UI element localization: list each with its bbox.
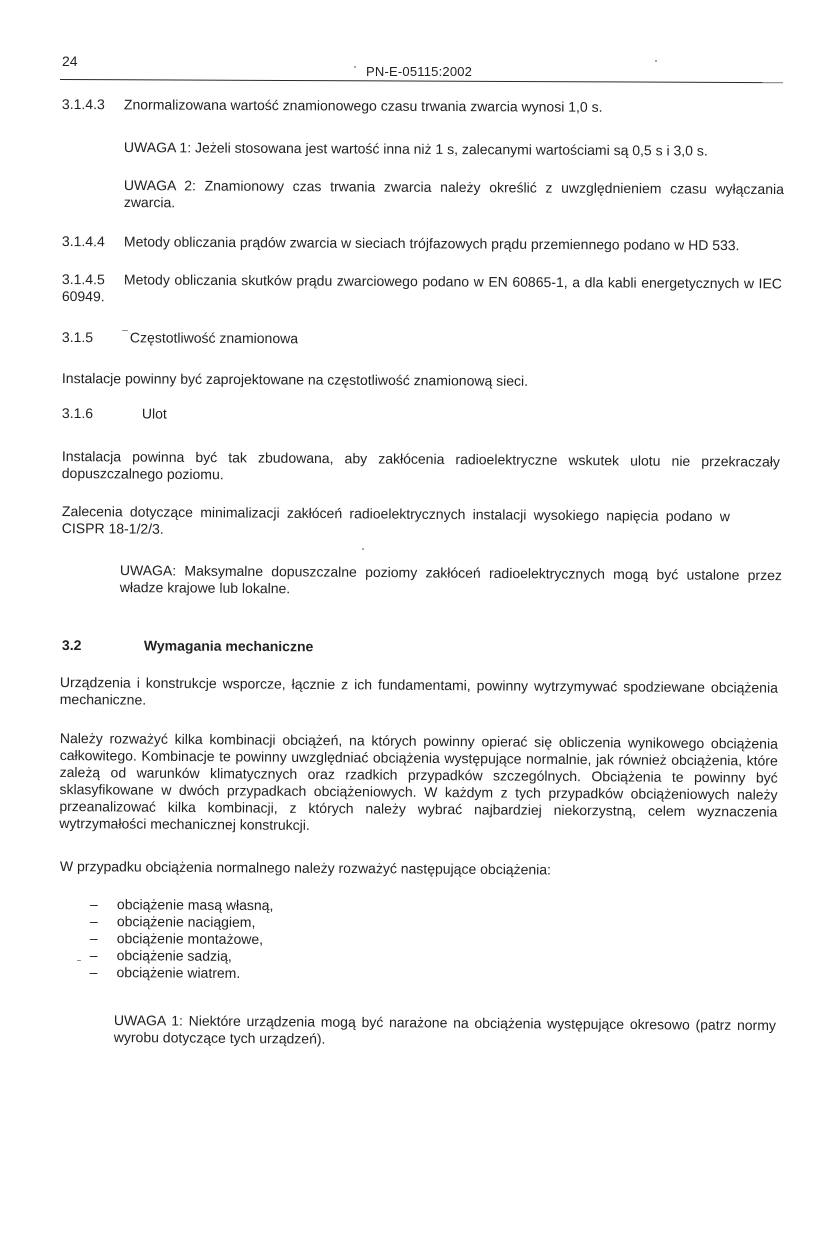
list-item-text: obciążenie sadzią, [116, 947, 232, 964]
list-item-text: obciążenie naciągiem, [116, 913, 256, 931]
clause-text: Metody obliczania skutków prądu zwarciowego podano w EN 60865-1, a dla kabli energetycznych w IEC 60949. [61, 271, 782, 305]
note-text: UWAGA 1: Jeżeli stosowana jest wartość inna niż 1 s, zalecanymi wartościami są 0,5 s i 3,0 s. [123, 139, 708, 159]
note-1 [124, 139, 764, 160]
paragraph-text: Zalecenia dotyczące minimalizacji zakłóceń radioelektrycznych instalacji wysokiego napięcia podano w CISPR 18-1/2/3. [61, 503, 730, 537]
paragraph-load-combinations [59, 730, 778, 838]
list-item [90, 947, 390, 966]
list-item [90, 913, 390, 932]
paragraph-corona [62, 448, 780, 488]
scan-speck [77, 960, 81, 961]
list-dash: – [89, 896, 98, 913]
load-list [89, 896, 390, 983]
header-rule [60, 79, 783, 83]
clause-3-1-6 [62, 405, 362, 424]
clause-number: 3.1.4.4 [61, 233, 105, 250]
section-title: Wymagania mechaniczne [143, 637, 314, 655]
list-dash: – [89, 946, 98, 964]
scan-speck [362, 548, 364, 550]
paragraph-text: Należy rozważyć kilka kombinacji obciążeń, na których powinny opierać się obliczenia wynikowego obciążenia całkowitego. Kombinacje te powinny uwzględniać obciążenia występujące normalnie, jak również obciążenia, które zależą od warunków klimatycznych oraz rzadkich przypadków szczególnych. Obciążenia te powinny być sklasyfikowane w dwóch przypadkach obciążeniowych. W każdym z tych przypadków obciążeniowych należy przeanalizować kilka kombinacji, z których należy wybrać najbardziej niekorzystną, celem wyznaczenia wytrzymałości mechanicznej konstrukcji. [59, 730, 778, 833]
clause-number: 3.1.5 [61, 329, 94, 346]
load-list-items [89, 896, 390, 983]
note-text: UWAGA: Maksymalne dopuszczalne poziomy zakłóceń radioelektrycznych mogą być ustalone przez władze krajowe lub lokalne. [119, 562, 782, 597]
scan-speck [354, 66, 356, 68]
page-number: 24 [62, 53, 78, 69]
paragraph-text: Instalacja powinna być tak zbudowana, aby zakłócenia radioelektryczne wskutek ulotu nie przekraczały dopuszczalnego poziomu. [61, 448, 780, 483]
clause-3-1-4-4 [62, 233, 777, 254]
list-dash: – [89, 963, 98, 981]
clause-number: 3.1.4.3 [61, 96, 105, 113]
note-2 [124, 177, 784, 215]
paragraph-equipment [60, 674, 778, 714]
clause-number: 3.1.6 [61, 405, 94, 422]
clause-paragraph [62, 271, 782, 309]
note-text: UWAGA 1: Niektóre urządzenia mogą być narażone na obciążenia występujące okresowo (patrz normy wyrobu dotyczące tych urządzeń). [113, 1012, 776, 1047]
list-item [89, 964, 389, 983]
list-dash: – [89, 929, 98, 947]
section-3-2 [62, 637, 462, 656]
scan-speck [655, 60, 657, 62]
paragraph-rated-frequency [62, 370, 622, 390]
clause-title: Częstotliwość znamionowa [129, 329, 299, 347]
paragraph-text: W przypadku obciążenia normalnego należy rozważyć następujące obciążenia: [59, 858, 552, 878]
list-item [90, 896, 390, 915]
clause-3-1-5 [62, 329, 462, 348]
clause-3-1-4-3 [62, 96, 772, 117]
standard-designation: PN-E-05115:2002 [366, 64, 473, 79]
clause-text: Metody obliczania prądów zwarcia w sieciach trójfazowych prądu przemiennego podano w HD 533. [123, 233, 740, 254]
clause-text: Znormalizowana wartość znamionowego czasu trwania zwarcia wynosi 1,0 s. [123, 96, 603, 115]
list-item-text: obciążenie wiatrem. [116, 964, 241, 981]
note-periodic-loads [114, 1012, 776, 1051]
paragraph-text: Instalacje powinny być zaprojektowane na częstotliwość znamionową sieci. [61, 370, 529, 389]
paragraph-normal-load [60, 858, 620, 879]
paragraph-recommendations [62, 503, 730, 542]
note-text: UWAGA 2: Znamionowy czas trwania zwarcia należy określić z uwzględnieniem czasu wyłączania zwarcia. [123, 177, 784, 211]
note-radio-interference [120, 562, 782, 601]
clause-3-1-4-5 [62, 271, 782, 309]
clause-number: 3.1.4.5 [61, 271, 105, 288]
clause-title: Ulot [141, 405, 167, 422]
list-item-text: obciążenie masą własną, [116, 896, 274, 914]
scan-speck [122, 330, 128, 331]
list-dash: – [89, 912, 98, 930]
paragraph-text: Urządzenia i konstrukcje wsporcze, łącznie z ich fundamentami, powinny wytrzymywać spodziewane obciążenia mechaniczne. [59, 674, 778, 708]
list-item [90, 930, 390, 949]
section-number: 3.2 [61, 637, 82, 654]
list-item-text: obciążenie montażowe, [116, 930, 264, 948]
